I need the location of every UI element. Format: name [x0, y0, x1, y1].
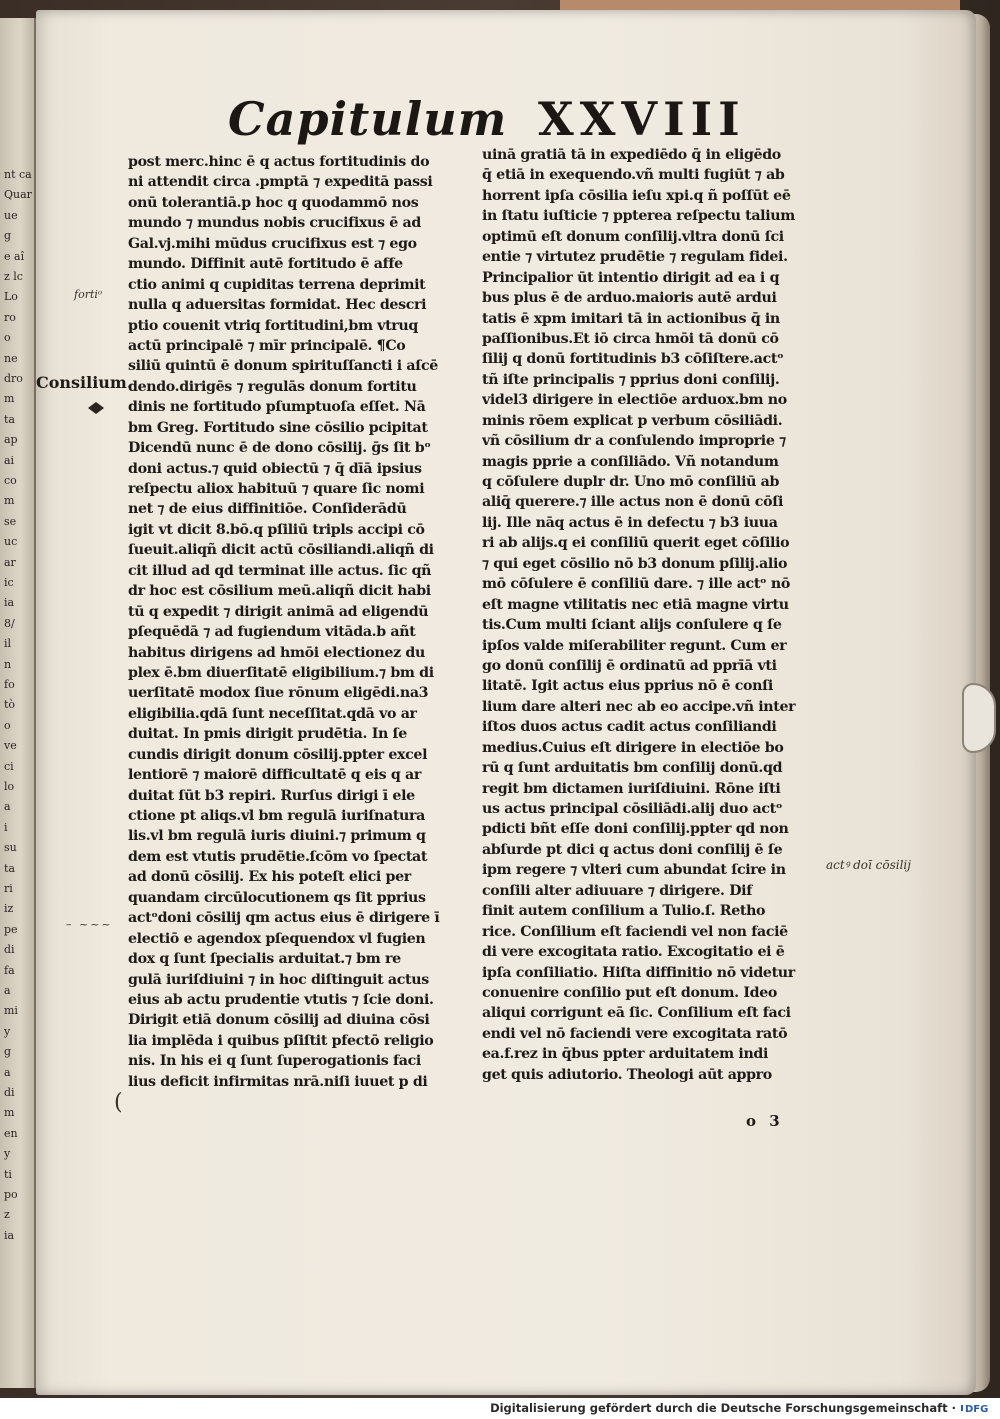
text-line: in ſtatu iuſticie ⁊ ppterea reſpectu talium	[482, 208, 795, 225]
neighbour-page-fragment: ti	[4, 1167, 12, 1181]
text-line: nulla q aduersitas formidat. Hec descri	[128, 297, 427, 314]
dfg-logo-icon	[960, 1401, 994, 1415]
neighbour-page-fragment: mi	[4, 1004, 18, 1018]
neighbour-page-fragment: se	[4, 514, 17, 528]
text-line: electiō e agendox pſequendox vl fugien	[128, 930, 426, 947]
text-line: gulā iuriſdiuini ⁊ in hoc diſtinguit actus	[128, 971, 429, 988]
neighbour-page-fragment: e aî	[4, 249, 25, 263]
text-column-right	[482, 145, 822, 1085]
neighbour-page-fragment: ta	[4, 861, 15, 875]
margin-note-fortitudo: fortiᵒ	[74, 288, 103, 301]
text-line: horrent ipſa cōsilia ieſu xpi.q ñ poſſūt eē	[482, 187, 791, 204]
text-line: dox q ſunt ſpecialis arduitat.⁊ bm re	[128, 951, 401, 968]
neighbour-page-fragment: uc	[4, 535, 18, 549]
text-line: Dirigit etiā donum cōsilij ad diuina cōsi	[128, 1012, 430, 1029]
svg-text:DFG: DFG	[965, 1404, 989, 1415]
text-line: lentiorē ⁊ maiorē difficultatē q eis q ar	[128, 767, 421, 784]
text-line: eſt magne vtilitatis nec etiā magne virtu	[482, 596, 789, 613]
neighbour-page-fragment: y	[4, 1024, 11, 1038]
text-line: tñ iſte principalis ⁊ pprius doni conſilij.	[482, 371, 780, 388]
neighbour-page-fragment: m	[4, 392, 15, 406]
neighbour-page-fragment: ia	[4, 596, 15, 610]
neighbour-page-fragment: ar	[4, 555, 16, 569]
neighbour-page-fragment: ap	[4, 433, 18, 447]
text-line: ipſa conſiliatio. Hiſta diffinitio nō videtur	[482, 964, 795, 981]
text-line: rū q ſunt arduitatis bm conſilij donū.qd	[482, 760, 783, 777]
text-line: aliqui corrigunt eā ſic. Conſilium eſt faci	[482, 1005, 791, 1022]
text-line: tatis ē xpm imitari tā in actionibus q̄ in	[482, 310, 780, 327]
text-line: Gal.vj.mihi mūdus crucifixus est ⁊ ego	[128, 235, 417, 252]
text-line: ptio couenit vtriq fortitudini,bm vtruq	[128, 317, 418, 334]
text-line: rice. Conſilium eſt faciendi vel non faciē	[482, 923, 788, 940]
text-line: q cōſulere duplr dr. Uno mō conſiliū ab	[482, 474, 780, 490]
neighbour-page-fragment: fa	[4, 963, 15, 977]
text-line: duitat ſūt b3 repiri. Rurſus dirigi ī ele	[128, 787, 415, 804]
text-line: bus plus ē de arduo.maioris autē ardui	[482, 290, 777, 307]
neighbour-page-fragment: po	[4, 1188, 18, 1201]
neighbour-page-fragment: ne	[4, 351, 18, 365]
text-line: get quis adiutorio. Theologi aūt appro	[482, 1066, 772, 1083]
neighbour-page-fragment: 8/	[4, 616, 15, 630]
neighbour-page-fragment: il	[4, 637, 12, 651]
neighbour-page-fragment: o	[4, 331, 11, 345]
neighbour-page-fragment: ve	[4, 739, 17, 753]
text-line: ea.f.rez in q̄bus ppter arduitatem indi	[482, 1046, 769, 1063]
text-line: plex ē.bm diuerſitatē eligibilium.⁊ bm di	[128, 664, 434, 681]
neighbour-page-fragment: ai	[4, 453, 15, 467]
text-line: iſtos duos actus cadit actus conſiliandi	[482, 719, 777, 736]
text-line: ctione pt aliqs.vl bm regulā iuriſnatura	[128, 808, 425, 824]
neighbour-page-fragment: iz	[4, 902, 14, 916]
text-line: igit vt dicit 8.bō.q pſiliū tripls accipi cō	[128, 521, 425, 538]
text-line: ctio animi q cupiditas terrena deprimit	[128, 276, 426, 293]
text-line: actū principalē ⁊ mīr principalē. ¶Co	[128, 337, 406, 354]
text-line: abſurde pt dici q actus doni conſilij ē ſe	[482, 841, 783, 858]
neighbour-page-fragment: Quar	[4, 188, 32, 202]
footer-bar	[0, 1398, 1000, 1419]
text-line: siliū quintū ē donum spirituſſancti i aſcē	[128, 358, 438, 375]
text-line: litatē. Igit actus eius pprius nō ē conſi	[482, 678, 773, 695]
text-line: uerſitatē modox ſiue rōnum eligēdi.na3	[128, 685, 429, 702]
margin-bracket-icon: (	[114, 1090, 123, 1115]
neighbour-page-fragment: Lo	[4, 290, 18, 304]
text-line: actᵒdoni cōsilij qm actus eius ē dirigere ī	[128, 910, 440, 927]
text-line: doni actus.⁊ quid obiectū ⁊ q̄ dīā ipsius	[128, 460, 422, 477]
text-line: dendo.dirigēs ⁊ regulās donum fortitu	[128, 378, 417, 395]
text-line: lium dare alteri nec ab eo accipe.vñ inter	[482, 698, 796, 715]
text-line: ſueuit.aliqñ dicit actū cōsiliandi.aliqñ di	[128, 542, 434, 559]
text-line: ⁊ qui eget cōsilio nō b3 donum pſilij.alio	[482, 555, 788, 572]
neighbour-page-fragment: ia	[4, 1228, 15, 1242]
text-line: nis. In his ei q ſunt ſuperogationis faci	[128, 1053, 421, 1070]
neighbour-page-fragment: m	[4, 494, 15, 508]
neighbour-page-fragment: pe	[4, 922, 18, 936]
neighbour-page-fragment: y	[4, 1147, 11, 1161]
text-line: minis rōem explicat p verbum cōsiliādi.	[482, 412, 783, 429]
text-line: us actus principal cōsiliādi.alij duo actᵒ	[482, 801, 783, 817]
text-line: dinis ne fortitudo pſumptuoſa eſſet. Nā	[128, 399, 426, 416]
neighbour-page-fragment: ri	[4, 882, 13, 895]
text-line: net ⁊ de eius diffinitiōe. Conſiderādū	[128, 501, 407, 518]
neighbour-page-fragment: ue	[4, 208, 18, 222]
neighbour-page-fragment: i	[4, 820, 8, 834]
page-tab-marker	[962, 683, 996, 753]
neighbour-page-fragment: su	[4, 841, 17, 855]
text-line: q̄ etiā in exequendo.vñ multi fugiūt ⁊ ab	[482, 167, 785, 184]
text-line: videl3 dirigere in electiōe arduox.bm no	[482, 392, 787, 409]
margin-note-consilium: Consilium.	[36, 373, 133, 392]
footer-credit: Digitalisierung gefördert durch die Deutsche Forschungsgemeinschaft ·	[490, 1401, 956, 1415]
text-line: medius.Cuius eſt dirigere in electiōe bo	[482, 739, 784, 756]
text-line: lij. Ille nāq actus ē in defectu ⁊ b3 iuua	[482, 514, 778, 531]
neighbour-page-fragment: g	[4, 229, 12, 243]
neighbour-page-fragment: di	[4, 1086, 15, 1099]
text-line: lia implēda i quibus pſiſtit pfectō religio	[128, 1032, 434, 1049]
text-column-left	[128, 152, 462, 1092]
text-line: ipm regere ⁊ vlteri cum abundat ſcire in	[482, 862, 786, 879]
neighbour-page-fragment: a	[4, 800, 11, 814]
text-line: conuenire conſilio put eſt donum. Ideo	[482, 984, 777, 1001]
text-line: tū q expedit ⁊ dirigit animā ad eligendū	[128, 603, 429, 620]
text-line: ſilij q donū fortitudinis b3 cōſiſtere.actᵒ	[482, 351, 784, 368]
left-neighbour-page	[0, 18, 36, 1388]
neighbour-page-fragment: di	[4, 943, 15, 957]
text-line: magis pprie a conſiliādo. Vñ notandum	[482, 453, 779, 470]
text-line: eligibilia.qdā ſunt neceſſitat.qdā vo ar	[128, 705, 417, 722]
pointing-hand-icon	[86, 398, 106, 418]
neighbour-page-fragment: ro	[4, 310, 16, 324]
margin-note-dash: – ~~~	[66, 918, 113, 931]
signature-mark: o 3	[746, 1112, 784, 1130]
text-line: paſſionibus.Et iō circa hmōi tā donū cō	[482, 330, 779, 347]
text-line: di vere excogitata ratio. Excogitatio ei ē	[482, 944, 785, 961]
text-line: cit illud ad qd terminat ille actus. ſic qñ	[128, 562, 432, 579]
text-line: ipſos valde miſerabiliter regunt. Cum er	[482, 637, 787, 654]
text-line: onū tolerantiā.p hoc q quodammō nos	[128, 194, 419, 211]
neighbour-page-fragment: m	[4, 1106, 15, 1120]
text-line: pſequēdā ⁊ ad fugiendum vitāda.b añt	[128, 624, 416, 641]
text-line: Principalior ūt intentio dirigit ad ea i q	[482, 269, 780, 286]
neighbour-page-fragment: a	[4, 984, 11, 997]
neighbour-page-fragment: nt ca	[4, 168, 32, 181]
text-line: ri ab alijs.q ei conſiliū querit eget cōſilio	[482, 535, 790, 552]
text-line: habitus dirigens ad hmōi electionez du	[128, 644, 425, 661]
text-line: regit bm dictamen iuriſdiuini. Rōne iſti	[482, 780, 781, 797]
text-line: duitat. In pmis dirigit prudētia. In ſe	[128, 726, 407, 743]
text-line: endi vel nō faciendi vere excogitata ratō	[482, 1025, 788, 1042]
text-line: mundo ⁊ mundus nobis crucifixus ē ad	[128, 215, 421, 232]
neighbour-page-fragment: g	[4, 1045, 12, 1059]
text-line: eius ab actu prudentie vtutis ⁊ ſcie doni.	[128, 991, 434, 1008]
text-line: uinā gratiā tā in expediēdo q̄ in eligēdo	[482, 147, 781, 163]
text-line: lius deficit infirmitas nrā.niſi iuuet p di	[128, 1073, 428, 1090]
text-line: go donū conſilij ē ordinatū ad pprīā vti	[482, 657, 777, 674]
neighbour-page-fragment: o	[4, 718, 11, 732]
text-line: bm Greg. Fortitudo sine cōsilio pcipitat	[128, 419, 428, 436]
neighbour-page-fragment: z	[4, 1208, 10, 1222]
text-line: dr hoc est cōsilium meū.aliqñ dicit habi	[128, 583, 431, 600]
running-header-capitulum: Capitulum	[228, 92, 508, 146]
neighbour-page-fragment: ic	[4, 576, 14, 589]
text-line: Dicendū nunc ē de dono cōsilij. ḡs ſit bᵒ	[128, 440, 431, 457]
neighbour-page-fragment: dro	[4, 372, 23, 385]
margin-note-actus-doni-consilii: actꝰ doī cōsilij	[826, 858, 911, 872]
text-line: ad donū cōsilij. Ex his poteſt elici per	[128, 869, 411, 886]
running-header-chapter-number: XXVIII	[538, 92, 746, 146]
text-line: conſili alter adiuuare ⁊ dirigere. Dif	[482, 882, 752, 899]
text-line: reſpectu aliox habituū ⁊ quare ſic nomi	[128, 481, 425, 497]
text-line: cundis dirigit donum cōsilij.ppter excel	[128, 746, 428, 763]
neighbour-page-fragment: fo	[4, 678, 15, 691]
neighbour-page-fragment: n	[4, 657, 12, 671]
text-line: post merc.hinc ē q actus fortitudinis do	[128, 154, 430, 170]
neighbour-page-fragment: z lc	[4, 270, 23, 283]
text-line: optimū eſt donum conſilij.vltra donū ſci	[482, 228, 784, 245]
neighbour-page-fragment: lo	[4, 780, 15, 793]
text-line: ni attendit circa .pmptā ⁊ expeditā passi	[128, 174, 433, 191]
neighbour-page-fragment: tò	[4, 698, 16, 712]
neighbour-page-fragment: a	[4, 1065, 11, 1079]
text-line: pdicti bñt eſſe doni conſilij.ppter qd non	[482, 821, 789, 838]
text-line: vñ cōsilium dr a conſulendo improprie ⁊	[482, 433, 786, 450]
text-line: dem est vtutis prudētie.ſcōm vo ſpectat	[128, 848, 428, 865]
neighbour-page-fragment: co	[4, 474, 17, 487]
neighbour-page-fragment: ci	[4, 759, 14, 773]
text-line: entie ⁊ virtutez prudētie ⁊ regulam fidei.	[482, 249, 788, 266]
text-line: mō cōſulere ē conſiliū dare. ⁊ ille actᵒ nō	[482, 576, 791, 593]
text-line: finit autem conſilium a Tulio.ſ. Retho	[482, 903, 766, 920]
text-line: aliq̄ querere.⁊ ille actus non ē donū cōſi	[482, 494, 783, 511]
text-line: lis.vl bm regulā iuris diuini.⁊ primum q	[128, 828, 426, 845]
neighbour-page-fragment: en	[4, 1126, 18, 1140]
text-line: mundo. Diffinit autē fortitudo ē affe	[128, 256, 403, 273]
text-line: tis.Cum multi ſciant alijs conſulere q ſe	[482, 617, 782, 634]
neighbour-page-fragment: ta	[4, 412, 15, 426]
text-line: quandam circūlocutionem qs ſit pprius	[128, 889, 426, 906]
